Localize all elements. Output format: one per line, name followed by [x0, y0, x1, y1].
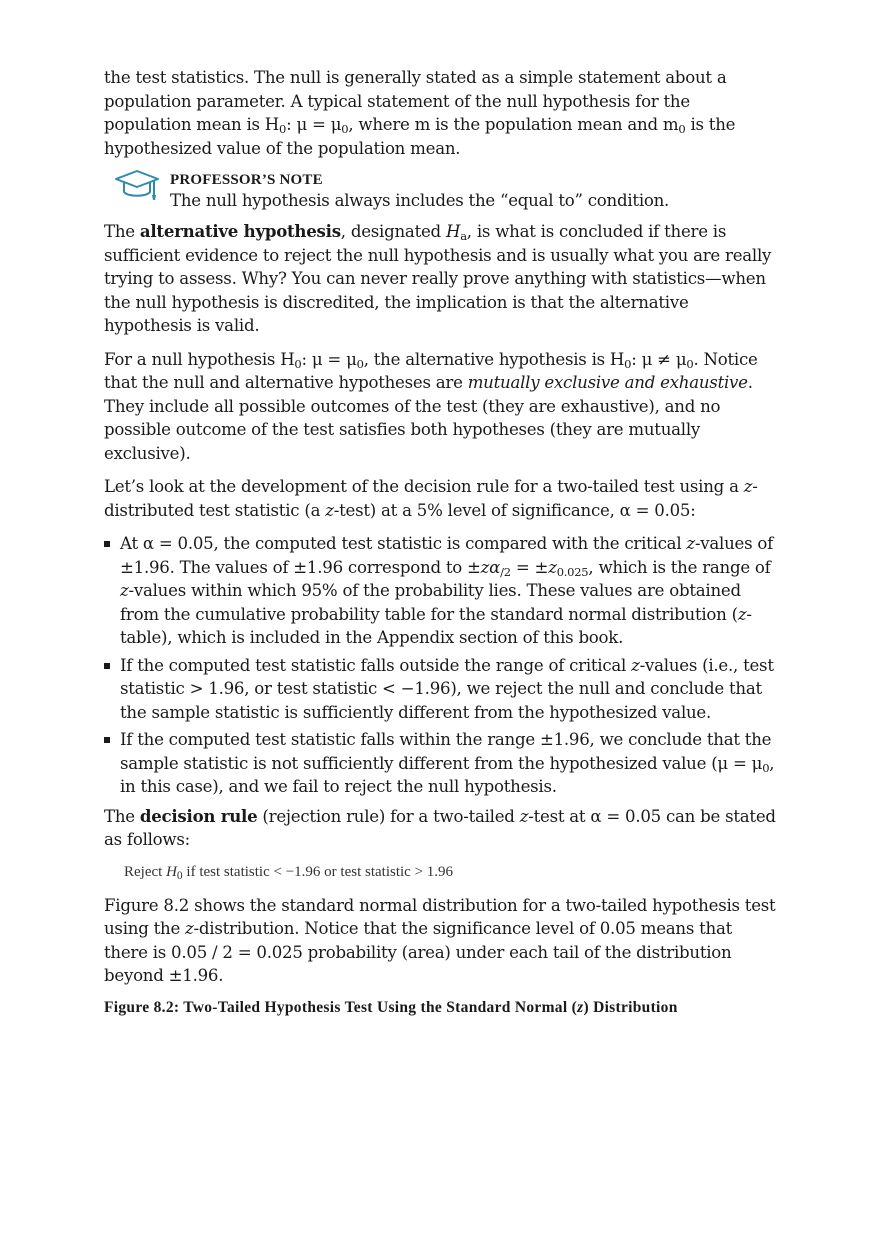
document-page — [104, 66, 780, 1018]
figure-caption: Figure 8.2: Two-Tailed Hypothesis Test Using the Standard Normal (z) Distribution — [104, 998, 678, 1016]
decision-rule-formula: Reject $H_0$ if test statistic < −1.96 or test statistic > 1.96 — [124, 863, 454, 882]
professor-note — [104, 170, 780, 216]
paragraph-decision-rule-intro: Let’s look at the development of the decision rule for a two-tailed test using a z-distributed test statistic (a z-test) at a 5% level of significance, α = 0.05: — [104, 477, 758, 520]
paragraph-mutually-exclusive: For a null hypothesis $H_0$: $\mu = \mu_0$, the alternative hypothesis is $H_0$: $\mu \ne \mu_0$. Notice that the null and alternative hypotheses are mutually exclusive and exhaustive. They include all possible outcomes of the test (they are exhaustive), and no possible outcome of the test satisfies both hypotheses (they are mutually exclusive). — [104, 349, 758, 463]
graduation-cap-icon — [114, 168, 160, 204]
list-item: If the computed test statistic falls outside the range of critical z-values (i.e., test statistic > 1.96, or test statistic < −1.96), we reject the null and conclude that the sample statistic is sufficiently different from the hypothesized value. — [104, 654, 780, 725]
list-item: At α = 0.05, the computed test statistic is compared with the critical z-values of ±1.96. The values of ±1.96 correspond to $\pm z\alpha_{/2} = \pm z_{0.025}$, which is the range of z-values within which 95% of the probability lies. These values are obtained from the cumulative probability table for the standard normal distribution (z-table), which is included in the Appendix section of this book. — [104, 532, 780, 650]
paragraph-null-hypothesis: the test statistics. The null is generally stated as a simple statement about a population parameter. A typical statement of the null hypothesis for the population mean is $H_0$: $\mu = \mu_0$, where m is the population mean and $m_0$ is the hypothesized value of the population mean. — [104, 68, 736, 158]
bullet-list — [104, 532, 780, 799]
professor-note-title: PROFESSOR’S NOTE — [170, 172, 323, 188]
paragraph-alternative-hypothesis: The alternative hypothesis, designated $H_a$, is what is concluded if there is sufficient evidence to reject the null hypothesis and is usually what you are really trying to assess. Why? You can never really prove anything with statistics—when the null hypothesis is discredited, the implication is that the alternative hypothesis is valid. — [104, 221, 772, 335]
paragraph-decision-rule: The decision rule (rejection rule) for a two-tailed z-test at α = 0.05 can be stated as follows: — [104, 805, 776, 849]
list-item: If the computed test statistic falls within the range ±1.96, we conclude that the sample statistic is not sufficiently different from the hypothesized value ($\mu = \mu_0$, in this case), and we fail to reject the null hypothesis. — [104, 728, 780, 799]
professor-note-text: The null hypothesis always includes the “equal to” condition. — [170, 191, 670, 210]
paragraph-figure-description: Figure 8.2 shows the standard normal distribution for a two-tailed hypothesis test using the z-distribution. Notice that the significance level of 0.05 means that there is 0.05 / 2 = 0.025 probability (area) under each tail of the distribution beyond ±1.96. — [104, 895, 776, 985]
